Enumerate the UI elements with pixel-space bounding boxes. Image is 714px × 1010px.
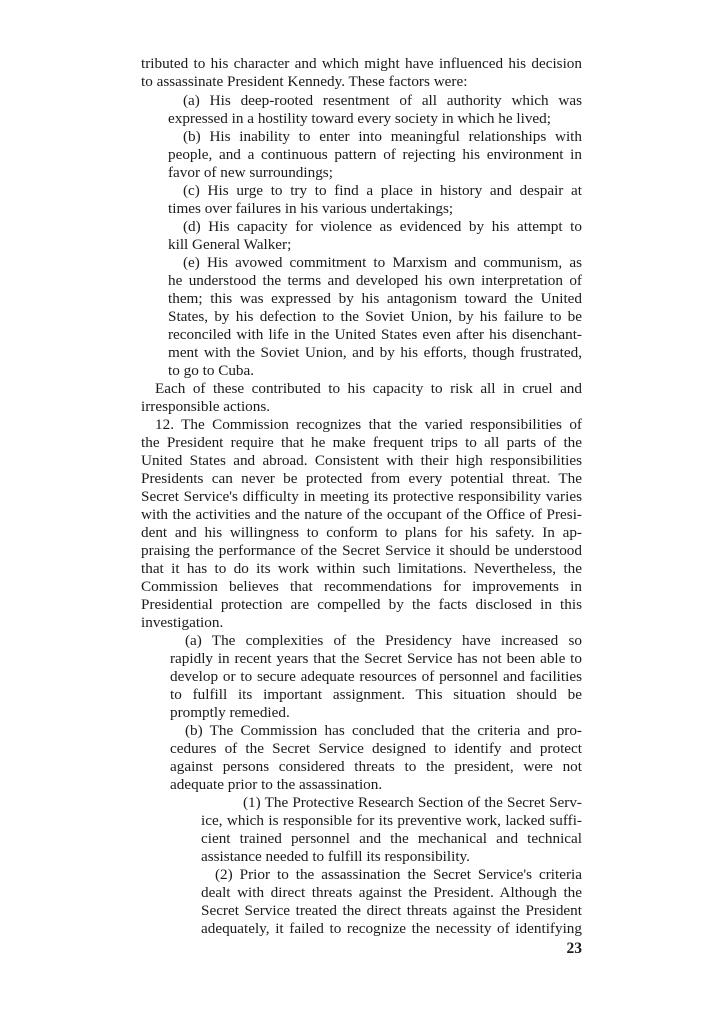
- text-line: investigation.: [141, 614, 224, 631]
- text-line: expressed in a hostility toward every society in which he lived;: [168, 110, 551, 127]
- text-line: Secret Service treated the direct threats against the President: [201, 902, 582, 919]
- text-line: Commission believes that recommendations for improvements in: [141, 578, 582, 595]
- text-line: people, and a continuous pattern of rejecting his environment in: [168, 146, 582, 163]
- text-line: (e) His avowed commitment to Marxism and communism, as: [183, 254, 582, 271]
- text-line: Presidential protection are compelled by the facts disclosed in this: [141, 596, 582, 613]
- text-line: Each of these contributed to his capacity to risk all in cruel and: [155, 380, 582, 397]
- text-line: to assassinate President Kennedy. These factors were:: [141, 73, 468, 90]
- text-line: dent and his willingness to conform to plans for his safety. In ap-: [141, 524, 582, 541]
- text-line: (b) His inability to enter into meaningful relationships with: [183, 128, 582, 145]
- text-line: to go to Cuba.: [168, 362, 255, 379]
- text-line: (d) His capacity for violence as evidenced by his attempt to: [183, 218, 582, 235]
- text-line: (1) The Protective Research Section of the Secret Serv-: [243, 794, 582, 811]
- text-line: irresponsible actions.: [141, 398, 271, 415]
- text-line: dealt with direct threats against the President. Although the: [201, 884, 582, 901]
- text-line: to fulfill its important assignment. This situation should be: [170, 686, 582, 703]
- text-line: them; this was expressed by his antagonism toward the United: [168, 290, 582, 307]
- text-line: assistance needed to fulfill its responsibility.: [201, 848, 470, 865]
- text-line: reconciled with life in the United States even after his disenchant-: [168, 326, 582, 343]
- text-line: against persons considered threats to the president, were not: [170, 758, 582, 775]
- text-line: kill General Walker;: [168, 236, 292, 253]
- text-line: 12. The Commission recognizes that the varied responsibilities of: [155, 416, 582, 433]
- text-line: adequately, it failed to recognize the necessity of identifying: [201, 920, 582, 937]
- text-line: (a) The complexities of the Presidency have increased so: [185, 632, 582, 649]
- text-line: (2) Prior to the assassination the Secret Service's criteria: [215, 866, 582, 883]
- text-line: (a) His deep-rooted resentment of all authority which was: [183, 92, 582, 109]
- text-line: promptly remedied.: [170, 704, 290, 721]
- text-line: adequate prior to the assassination.: [170, 776, 383, 793]
- text-line: with the activities and the nature of the occupant of the Office of Presi-: [141, 506, 582, 523]
- text-line: (b) The Commission has concluded that the criteria and pro-: [185, 722, 582, 739]
- text-line: United States and abroad. Consistent with their high responsibilities: [141, 452, 582, 469]
- text-line: Presidents can never be protected from every potential threat. The: [141, 470, 582, 487]
- text-line: Secret Service's difficulty in meeting its protective responsibility varies: [141, 488, 582, 505]
- text-line: ice, which is responsible for its preventive work, lacked suffi-: [201, 812, 582, 829]
- text-line: times over failures in his various undertakings;: [168, 200, 454, 217]
- text-line: ment with the Soviet Union, and by his efforts, though frustrated,: [168, 344, 582, 361]
- text-line: the President require that he make frequent trips to all parts of the: [141, 434, 582, 451]
- text-line: cedures of the Secret Service designed to identify and protect: [170, 740, 582, 757]
- text-line: develop or to secure adequate resources of personnel and facilities: [170, 668, 582, 685]
- text-line: rapidly in recent years that the Secret Service has not been able to: [170, 650, 582, 667]
- text-line: States, by his defection to the Soviet Union, by his failure to be: [168, 308, 582, 325]
- text-line: cient trained personnel and the mechanical and technical: [201, 830, 582, 847]
- text-line: that it has to do its work within such limitations. Nevertheless, the: [141, 560, 582, 577]
- text-line: (c) His urge to try to find a place in history and despair at: [183, 182, 582, 199]
- text-line: tributed to his character and which might have influenced his decision: [141, 55, 582, 72]
- text-line: praising the performance of the Secret Service it should be understood: [141, 542, 582, 559]
- text-line: favor of new surroundings;: [168, 164, 333, 181]
- page-number: 23: [566, 940, 582, 957]
- text-line: he understood the terms and developed his own interpretation of: [168, 272, 582, 289]
